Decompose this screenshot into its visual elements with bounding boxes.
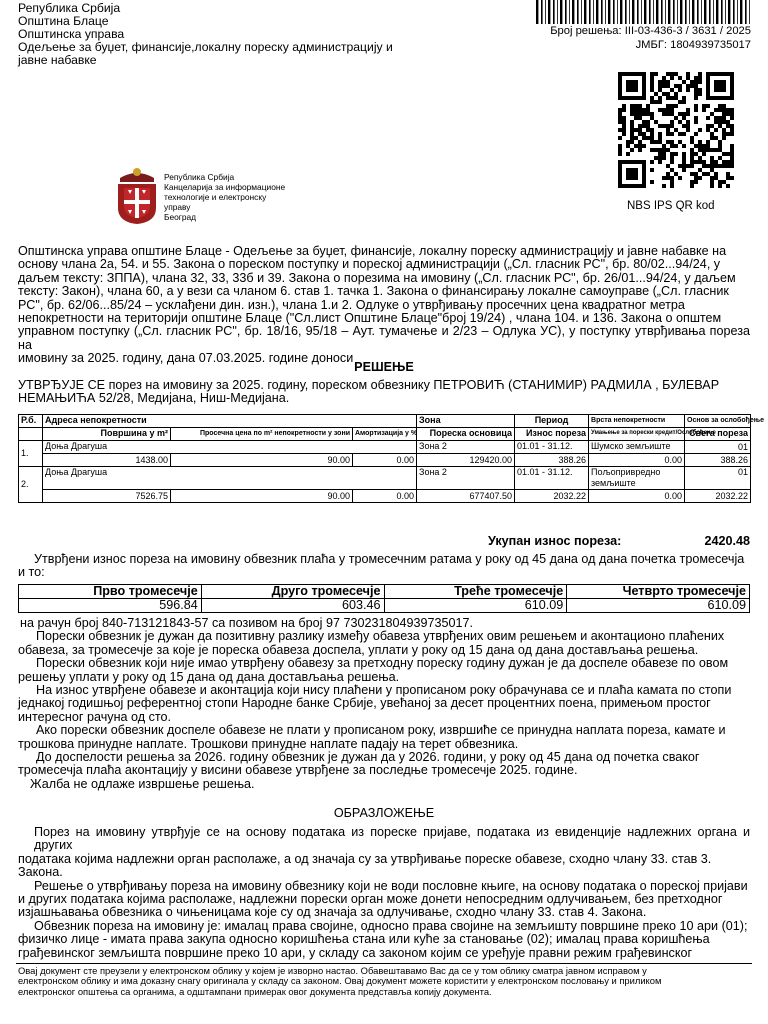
quarter-value: 603.46 [201,599,384,613]
decision-title: РЕШЕЊЕ [354,360,414,374]
qr-label: NBS IPS QR kod [627,200,715,212]
payment-intro: Утврђени износ пореза на имовину обвезник плаћа у тромесечним ратама у року од 45 дана од дана почетка тромесечја и то: [18,552,745,580]
crest-line-4: управу [164,202,191,212]
jmbg-number: ЈМБГ: 1804939735017 [635,39,751,51]
quarterly-payments-table [18,584,750,613]
barcode-image [536,0,752,24]
total-tax-value: 2420.48 [704,534,750,548]
header-republic: Република Србија [18,1,121,15]
header-administration: Општинска управа [18,27,125,41]
header-department: Одељење за буџет, финансије,локалну пореску администрацију и [18,40,393,54]
table-header-row-1: Р.б. Адреса непокретности Зона Период Врста непокретности Основ за ослобођење [19,415,751,428]
table-header-row-2: Површина у m² Просечна цена по m² непокретности у зони Амортизација у % Пореска основица Износ пореза Умањење за порески кредит/Ослобођење Свега пореза [19,428,751,441]
quarter-value: 596.84 [19,599,202,613]
crest-line-2: Канцеларија за информационе [164,182,286,192]
crest-line-5: Београд [164,212,197,222]
crest-line-1: Република Србија [164,172,235,182]
quarter-header: Прво тромесечје [19,585,202,599]
crest-line-3: технологије и електронску [164,192,267,202]
footer-divider [16,963,752,964]
quarter-header: Треће тромесечје [384,585,567,599]
property-tax-table [18,414,765,503]
table-row: 1438.00 90.00 0.00 129420.00 388.26 0.00 388.26 [19,454,751,467]
quarter-header: Друго тромесечје [201,585,384,599]
serbian-coat-of-arms-icon [116,164,158,226]
body-paragraphs: на рачун број 840-713121843-57 са позивом на број 97 730231804939735017. Порески обвезник је дужан да позитивну разлику између обавеза утврђених овим решењем и аконтационо плаћених обавеза, за тромесечје за које је пореска обавеза доспела, уплати у року од 15 дана од дана достављања решења. Порески обвезник који није имао утврђену обавезу за претходну пореску годину дужан је да доспеле обавезе по овом решењу уплати у року од 15 дана од дана достављања решења. На износ утврђене обавезе и аконтација који нису плаћени у прописаном року обрачунава се и плаћа камата по стопи једнакој годишњој референтној стопи Народне банке Србије, увећаној за десет процентних поена, примењом простог интересног рачуна од сто. Ако порески обвезник доспеле обавезе не плати у прописаном року, извршиће се принудна наплата пореза, камате и трошкова принудне наплате. Трошкови принудне наплате падају на терет обвезника. До доспелости решења за 2026. годину обвезник је дужан да у 2026. години, у року од 45 дана од почетка сваког тромесечја плаћа аконтацију у висини обавезе утврђене за последње тромесечје 2025. године. Жалба не одлаже извршење решења. [18,616,732,791]
quarter-value: 610.09 [567,599,750,613]
quarter-value: 610.09 [384,599,567,613]
header-department-cont: јавне набавке [18,53,97,67]
qr-code-image [616,72,736,188]
intro-paragraph: Општинска управа општине Блаце - Одељење за буџет, финансије, локалну пореску администрацију и јавне набавке на основу члана 2а, 54. и 55. Закона о пореском поступку и пореској администрацији („Сл. гласник РС", бр. 80/02...94/24, у даљем тексту: ЗППА), члана 32, 33, 33б и 39. Закона о порезима на имовину („Сл. гласник РС", бр. 26/01...94/24, у даљем тексту: Закон), члана 60, а у вези са чланом 6. став 1. тачка 1. Закона о финансирању локалне самоуправе („Сл. гласник РС", бр. 62/06...85/24 – усклађени дин. изн.), члана 1.и 2. Одлуке о утврђивању просечних цена квадратног метра непокретности на територији општине Блаце ("Сл.лист Општине Блаце"број 19/24) , члана 104. и 136. Закона о општем управном поступку („Сл. гласник РС", бр. 18/16, 95/18 – Аут. тумачење и 2/23 – Одлука УС), у поступку утврђивања пореза на имовину за 2025. годину, дана 07.03.2025. године доноси [18,244,750,366]
table-row: 1. Доња Драгуша Зона 2 01.01 - 31.12. Шумско земљиште 01 [19,441,751,454]
quarter-header: Четврто тромесечје [567,585,750,599]
footer-notice: Овај документ сте преузели у електронском облику у којем је изворно настао. Обавештавамо Вас да се у том облику сматра јавном исправом у електронском облику и има доказну снагу оригинала у складу са законом. Овај документ можете користити у електронском пословању и приликом електронског општења са органима, а одштампани примерак овог документа представља копију документа. [18,965,662,997]
table-row: 7526.75 90.00 0.00 677407.50 2032.22 0.00 2032.22 [19,490,751,503]
table-row: 2. Доња Драгуша Зона 2 01.01 - 31.12. Пољопривредно земљиште 01 [19,467,751,490]
decision-number: Број решења: III-03-436-3 / 3631 / 2025 [550,25,751,37]
total-tax-label: Укупан износ пореза: [488,534,622,548]
header-municipality: Општина Блаце [18,14,109,28]
reasoning-paragraphs: Порез на имовину утврђује се на основу података из пореске пријаве, података из евиденције надлежних органа и других података којима надлежни орган располаже, а од значаја су за утврђивање пореске обавезе, сходно члану 33. став 3. Закона. Решење о утврђивању пореза на имовину обвезнику који не води пословне књиге, на основу података о пореској пријави и других података којима располаже, надлежни порески орган може донети непосредним одлучивањем, без претходног изјашњавања обвезника о чињеницама које су од значаја за одлучивање, сходно члану 33. став 4. Закона. Обвезник пореза на имовину је: ималац права својине, односно права својине на земљишту површине преко 10 ари (01); физичко лице - имата права закупа односно коришћења стана или куће за становање (02); ималац права коришћења грађевинског земљишта површине преко 10 ари, у складу са законом којим се уређује правни режим грађевинског [18,825,750,960]
reasoning-title: ОБРАЗЛОЖЕЊЕ [333,806,435,820]
decision-paragraph: УТВРЂУЈЕ СЕ порез на имовину за 2025. годину, пореском обвезнику ПЕТРОВИЋ (СТАНИМИР) РАДМИЛА , БУЛЕВАР НЕМАЊИЋА 52/28, Медијана, Ниш-Медијана. [18,378,720,406]
